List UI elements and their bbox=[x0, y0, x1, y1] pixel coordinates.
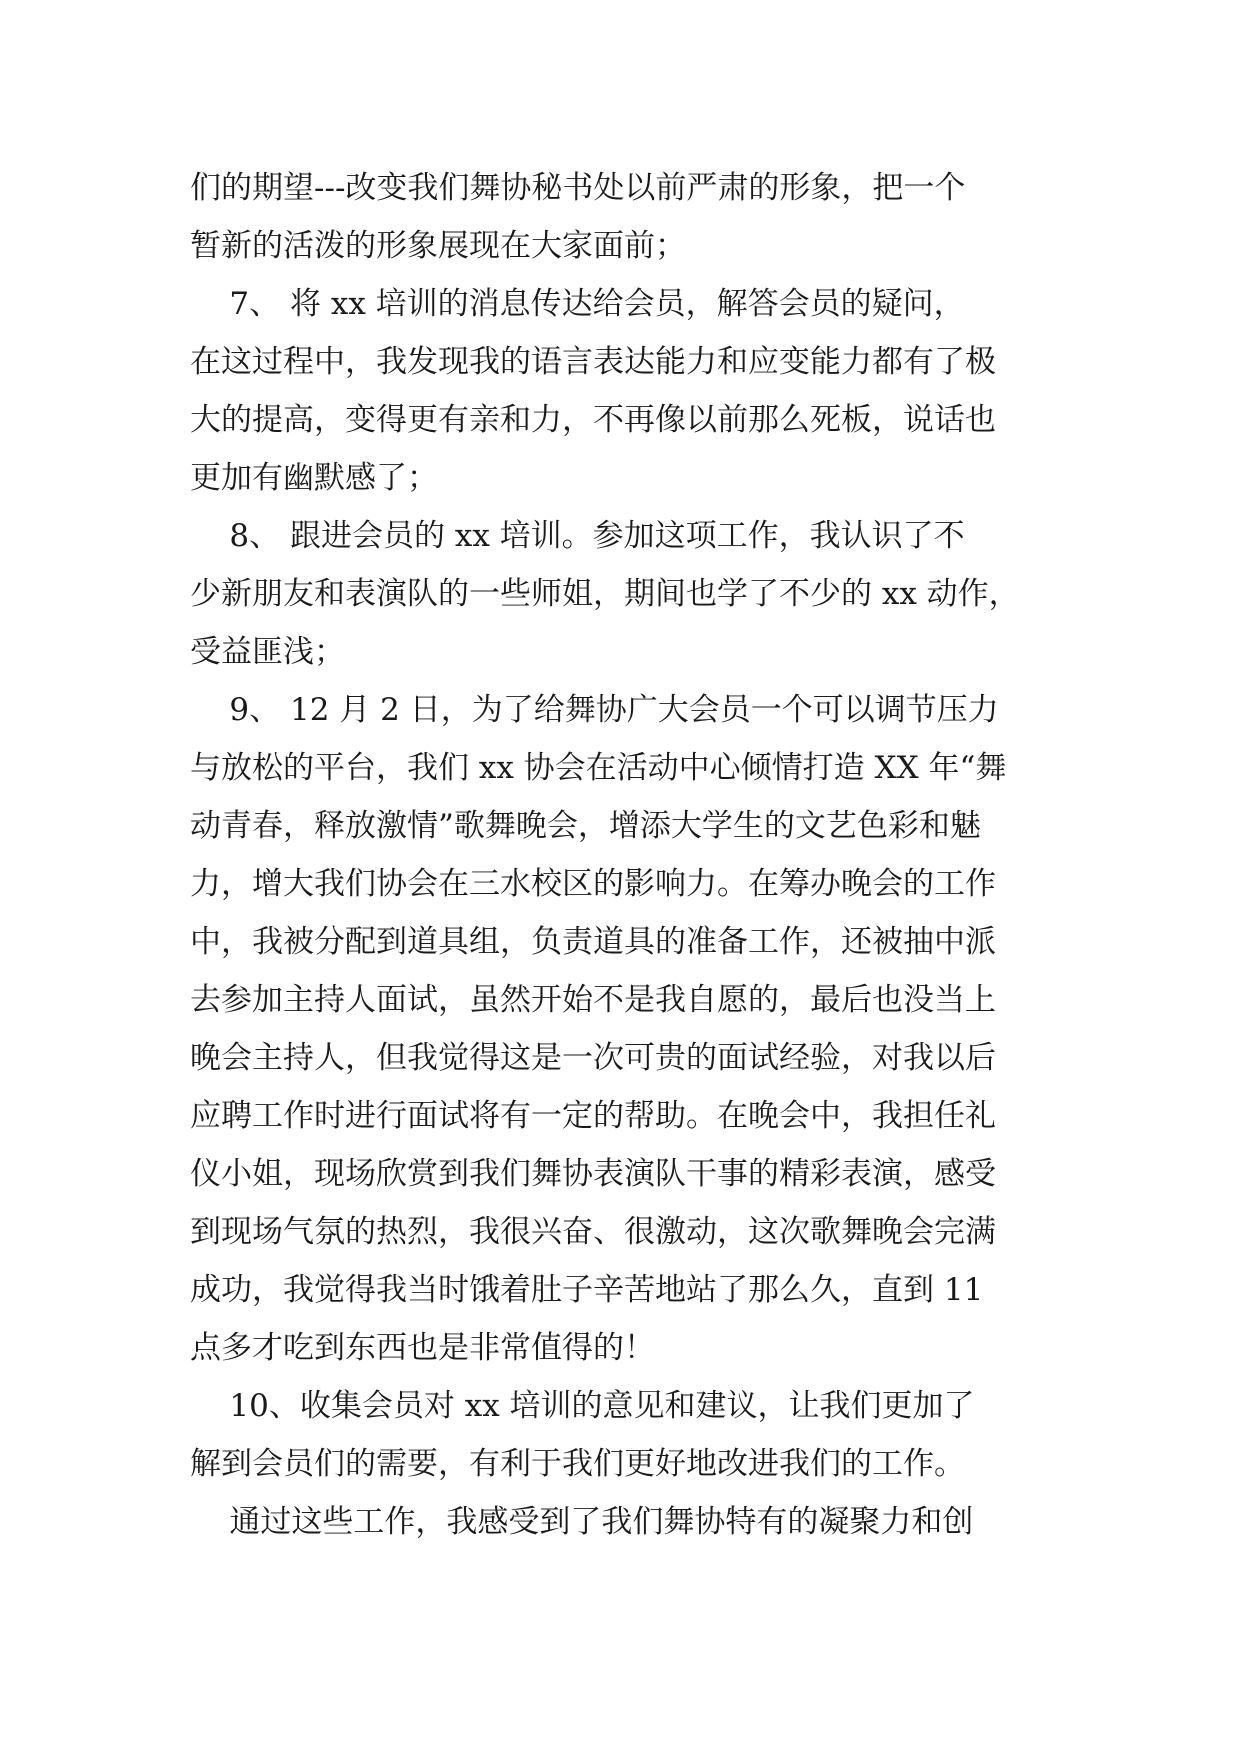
text-line: 与放松的平台，我们 xx 协会在活动中心倾情打造 XX 年“舞 bbox=[190, 750, 1007, 786]
text-line: 10、收集会员对 xx 培训的意见和建议，让我们更加了 bbox=[190, 1388, 975, 1424]
text-line: 少新朋友和表演队的一些师姐，期间也学了不少的 xx 动作， bbox=[190, 576, 1020, 612]
text-line: 更加有幽默感了； bbox=[190, 460, 438, 496]
text-line: 力，增大我们协会在三水校区的影响力。在筹办晚会的工作 bbox=[190, 866, 996, 902]
text-line: 7、 将 xx 培训的消息传达给会员，解答会员的疑问， bbox=[190, 286, 965, 322]
text-line: 中，我被分配到道具组，负责道具的准备工作，还被抽中派 bbox=[190, 924, 996, 960]
text-line: 9、 12 月 2 日，为了给舞协广大会员一个可以调节压力 bbox=[190, 692, 999, 728]
text-line: 8、 跟进会员的 xx 培训。参加这项工作，我认识了不 bbox=[190, 518, 965, 554]
text-line: 应聘工作时进行面试将有一定的帮助。在晚会中，我担任礼 bbox=[190, 1098, 996, 1134]
text-line: 成功，我觉得我当时饿着肚子辛苦地站了那么久，直到 11 bbox=[190, 1272, 984, 1308]
text-line: 们的期望---改变我们舞协秘书处以前严肃的形象，把一个 bbox=[190, 170, 966, 206]
text-line: 仪小姐，现场欣赏到我们舞协表演队干事的精彩表演，感受 bbox=[190, 1156, 996, 1192]
text-line: 动青春，释放激情”歌舞晚会，增添大学生的文艺色彩和魅 bbox=[190, 808, 981, 844]
text-line: 大的提高，变得更有亲和力，不再像以前那么死板，说话也 bbox=[190, 402, 996, 438]
text-line: 去参加主持人面试，虽然开始不是我自愿的，最后也没当上 bbox=[190, 982, 996, 1018]
text-line: 晚会主持人，但我觉得这是一次可贵的面试经验，对我以后 bbox=[190, 1040, 996, 1076]
text-line: 暂新的活泼的形象展现在大家面前； bbox=[190, 228, 686, 264]
text-line: 解到会员们的需要，有利于我们更好地改进我们的工作。 bbox=[190, 1446, 965, 1482]
document-body-text bbox=[190, 159, 1060, 1551]
text-line: 到现场气氛的热烈，我很兴奋、很激动，这次歌舞晚会完满 bbox=[190, 1214, 996, 1250]
text-line: 通过这些工作，我感受到了我们舞协特有的凝聚力和创 bbox=[190, 1504, 974, 1540]
text-line: 受益匪浅； bbox=[190, 634, 345, 670]
text-line: 点多才吃到东西也是非常值得的！ bbox=[190, 1330, 655, 1366]
text-line: 在这过程中，我发现我的语言表达能力和应变能力都有了极 bbox=[190, 344, 996, 380]
